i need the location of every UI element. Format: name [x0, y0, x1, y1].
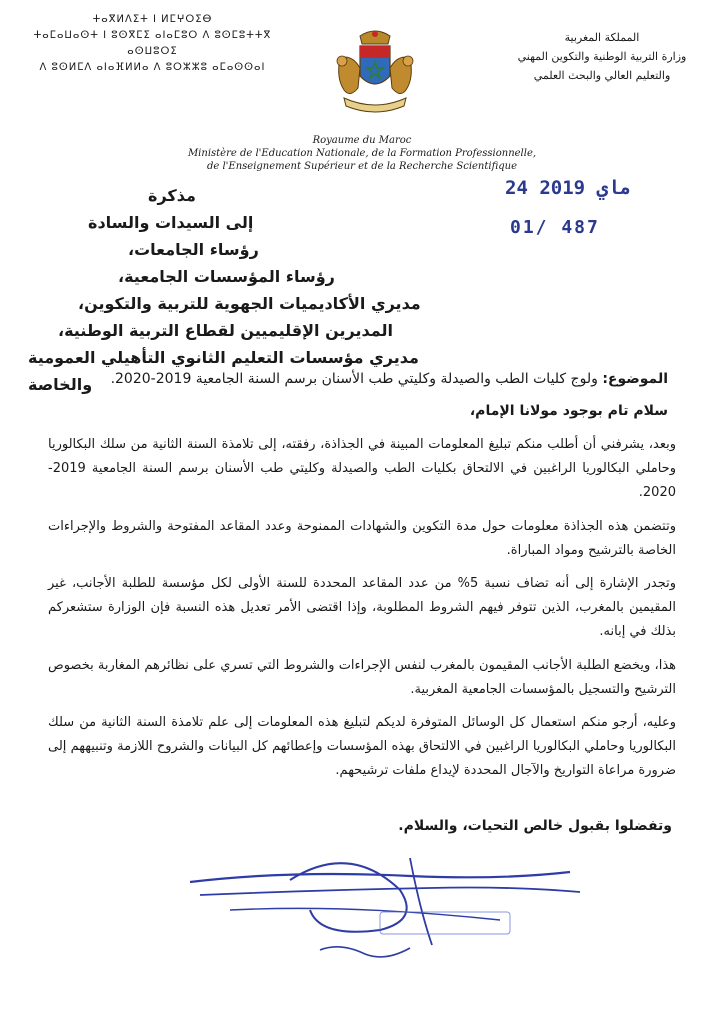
subject-line [48, 371, 668, 387]
addressee-line: إلى السيدات والسادة [88, 213, 254, 232]
header-tifinagh-line: ⴷ ⵓⵙⵍⵎⴷ ⴰⵏⴰⴼⵍⵍⴰ ⴷ ⵓⵔⵣⵣⵓ ⴰⵎⴰⵙⵙⴰⵏ [39, 62, 266, 73]
header-arabic-line: المملكة المغربية [564, 31, 640, 44]
memo-title: مذكرة [148, 186, 196, 205]
subject-label: الموضوع: [602, 371, 668, 387]
reference-stamp: 01/ 487 [510, 217, 600, 238]
header-french-line: de l'Enseignement Supérieur et de la Recherche Scientifique [206, 161, 518, 172]
header-tifinagh-line: ⵜⴰⴳⵍⴷⵉⵜ ⵏ ⵍⵎⵖⵔⵉⴱ [92, 14, 213, 25]
header-french-line: Royaume du Maroc [312, 135, 412, 146]
addressee-line: رؤساء المؤسسات الجامعية، [118, 267, 335, 286]
body-paragraph-1: وبعد، يشرفني أن أطلب منكم تبليغ المعلومات المبينة في الجذاذة، رفقته، إلى تلامذة السنة الثانية من سلك البكالوريا وحاملي البكالوريا الراغبين في الالتحاق بكليات الطب والصيدلة وكليتي طب الأسنان برسم السنة الجامعية 2019-2020. [48, 437, 676, 500]
addressee-line: مديري الأكاديميات الجهوية للتربية والتكوين، [78, 294, 421, 313]
ministry-header-arabic [502, 28, 702, 85]
coat-of-arms-emblem [330, 28, 420, 116]
closing-line: وتفضلوا بقبول خالص التحيات، والسلام. [398, 818, 672, 834]
header-french-line: Ministère de l'Education Nationale, de la Formation Professionnelle, [187, 148, 537, 159]
greeting: سلام تام بوجود مولانا الإمام، [469, 403, 668, 419]
addressee-line: المديرين الإقليميين لقطاع التربية الوطنية، [58, 321, 393, 340]
body-paragraph-2: وتتضمن هذه الجذاذة معلومات حول مدة التكوين والشهادات الممنوحة وعدد المقاعد المفتوحة والشروط والإجراءات الخاصة بالترشيح ومواد المباراة. [48, 519, 676, 558]
addressee-line: مديري مؤسسات التعليم الثانوي التأهيلي العمومية والخاصة [28, 348, 419, 394]
header-tifinagh-line: ⵜⴰⵎⴰⵡⴰⵙⵜ ⵏ ⵓⵙⴳⵎⵉ ⴰⵏⴰⵎⵓⵔ ⴷ ⵓⵙⵎⵓⵜⵜⴳ ⴰⵙⵡⵓⵔⵉ [33, 30, 272, 57]
signature-stamp [170, 850, 590, 970]
header-arabic-line: والتعليم العالي والبحث العلمي [533, 69, 671, 82]
ministry-header-tifinagh [30, 12, 275, 76]
header-arabic-line: وزارة التربية الوطنية والتكوين المهني [517, 50, 687, 63]
body-paragraph-3: وتجدر الإشارة إلى أنه تضاف نسبة 5% من عدد المقاعد المحددة للسنة الأولى لكل مؤسسة للطلبة الأجانب، غير المقيمين بالمغرب، الذين تتوفر فيهم الشروط المطلوبة، وإذا اقتضى الأمر تعديل هذه النسبة فإن الوزارة ستشعركم بذلك في إبانه. [48, 576, 676, 639]
body-paragraph-4: هذا، ويخضع الطلبة الأجانب المقيمون بالمغرب لنفس الإجراءات والشروط التي تسري على نظائرهم المغاربة بخصوص الترشيح والتسجيل بالمؤسسات الجامعية المغربية. [48, 658, 676, 697]
addressee-line: رؤساء الجامعات، [128, 240, 259, 259]
date-stamp: 24 ماي 2019 [505, 177, 631, 199]
subject-text: ولوج كليات الطب والصيدلة وكليتي طب الأسنان برسم السنة الجامعية 2019-2020. [110, 371, 598, 387]
ministry-header-french [180, 134, 544, 173]
body-paragraph-5: وعليه، أرجو منكم استعمال كل الوسائل المتوفرة لديكم لتبليغ هذه المعلومات إلى علم تلامذة السنة الثانية من سلك البكالوريا وحاملي البكالوريا الراغبين في الالتحاق بهذه المؤسسات وإعطائهم كل البيانات والشروح اللازمة وتنبيههم إلى ضرورة مراعاة التواريخ والآجال المحددة لإيداع ملفات ترشيحهم. [48, 715, 676, 778]
